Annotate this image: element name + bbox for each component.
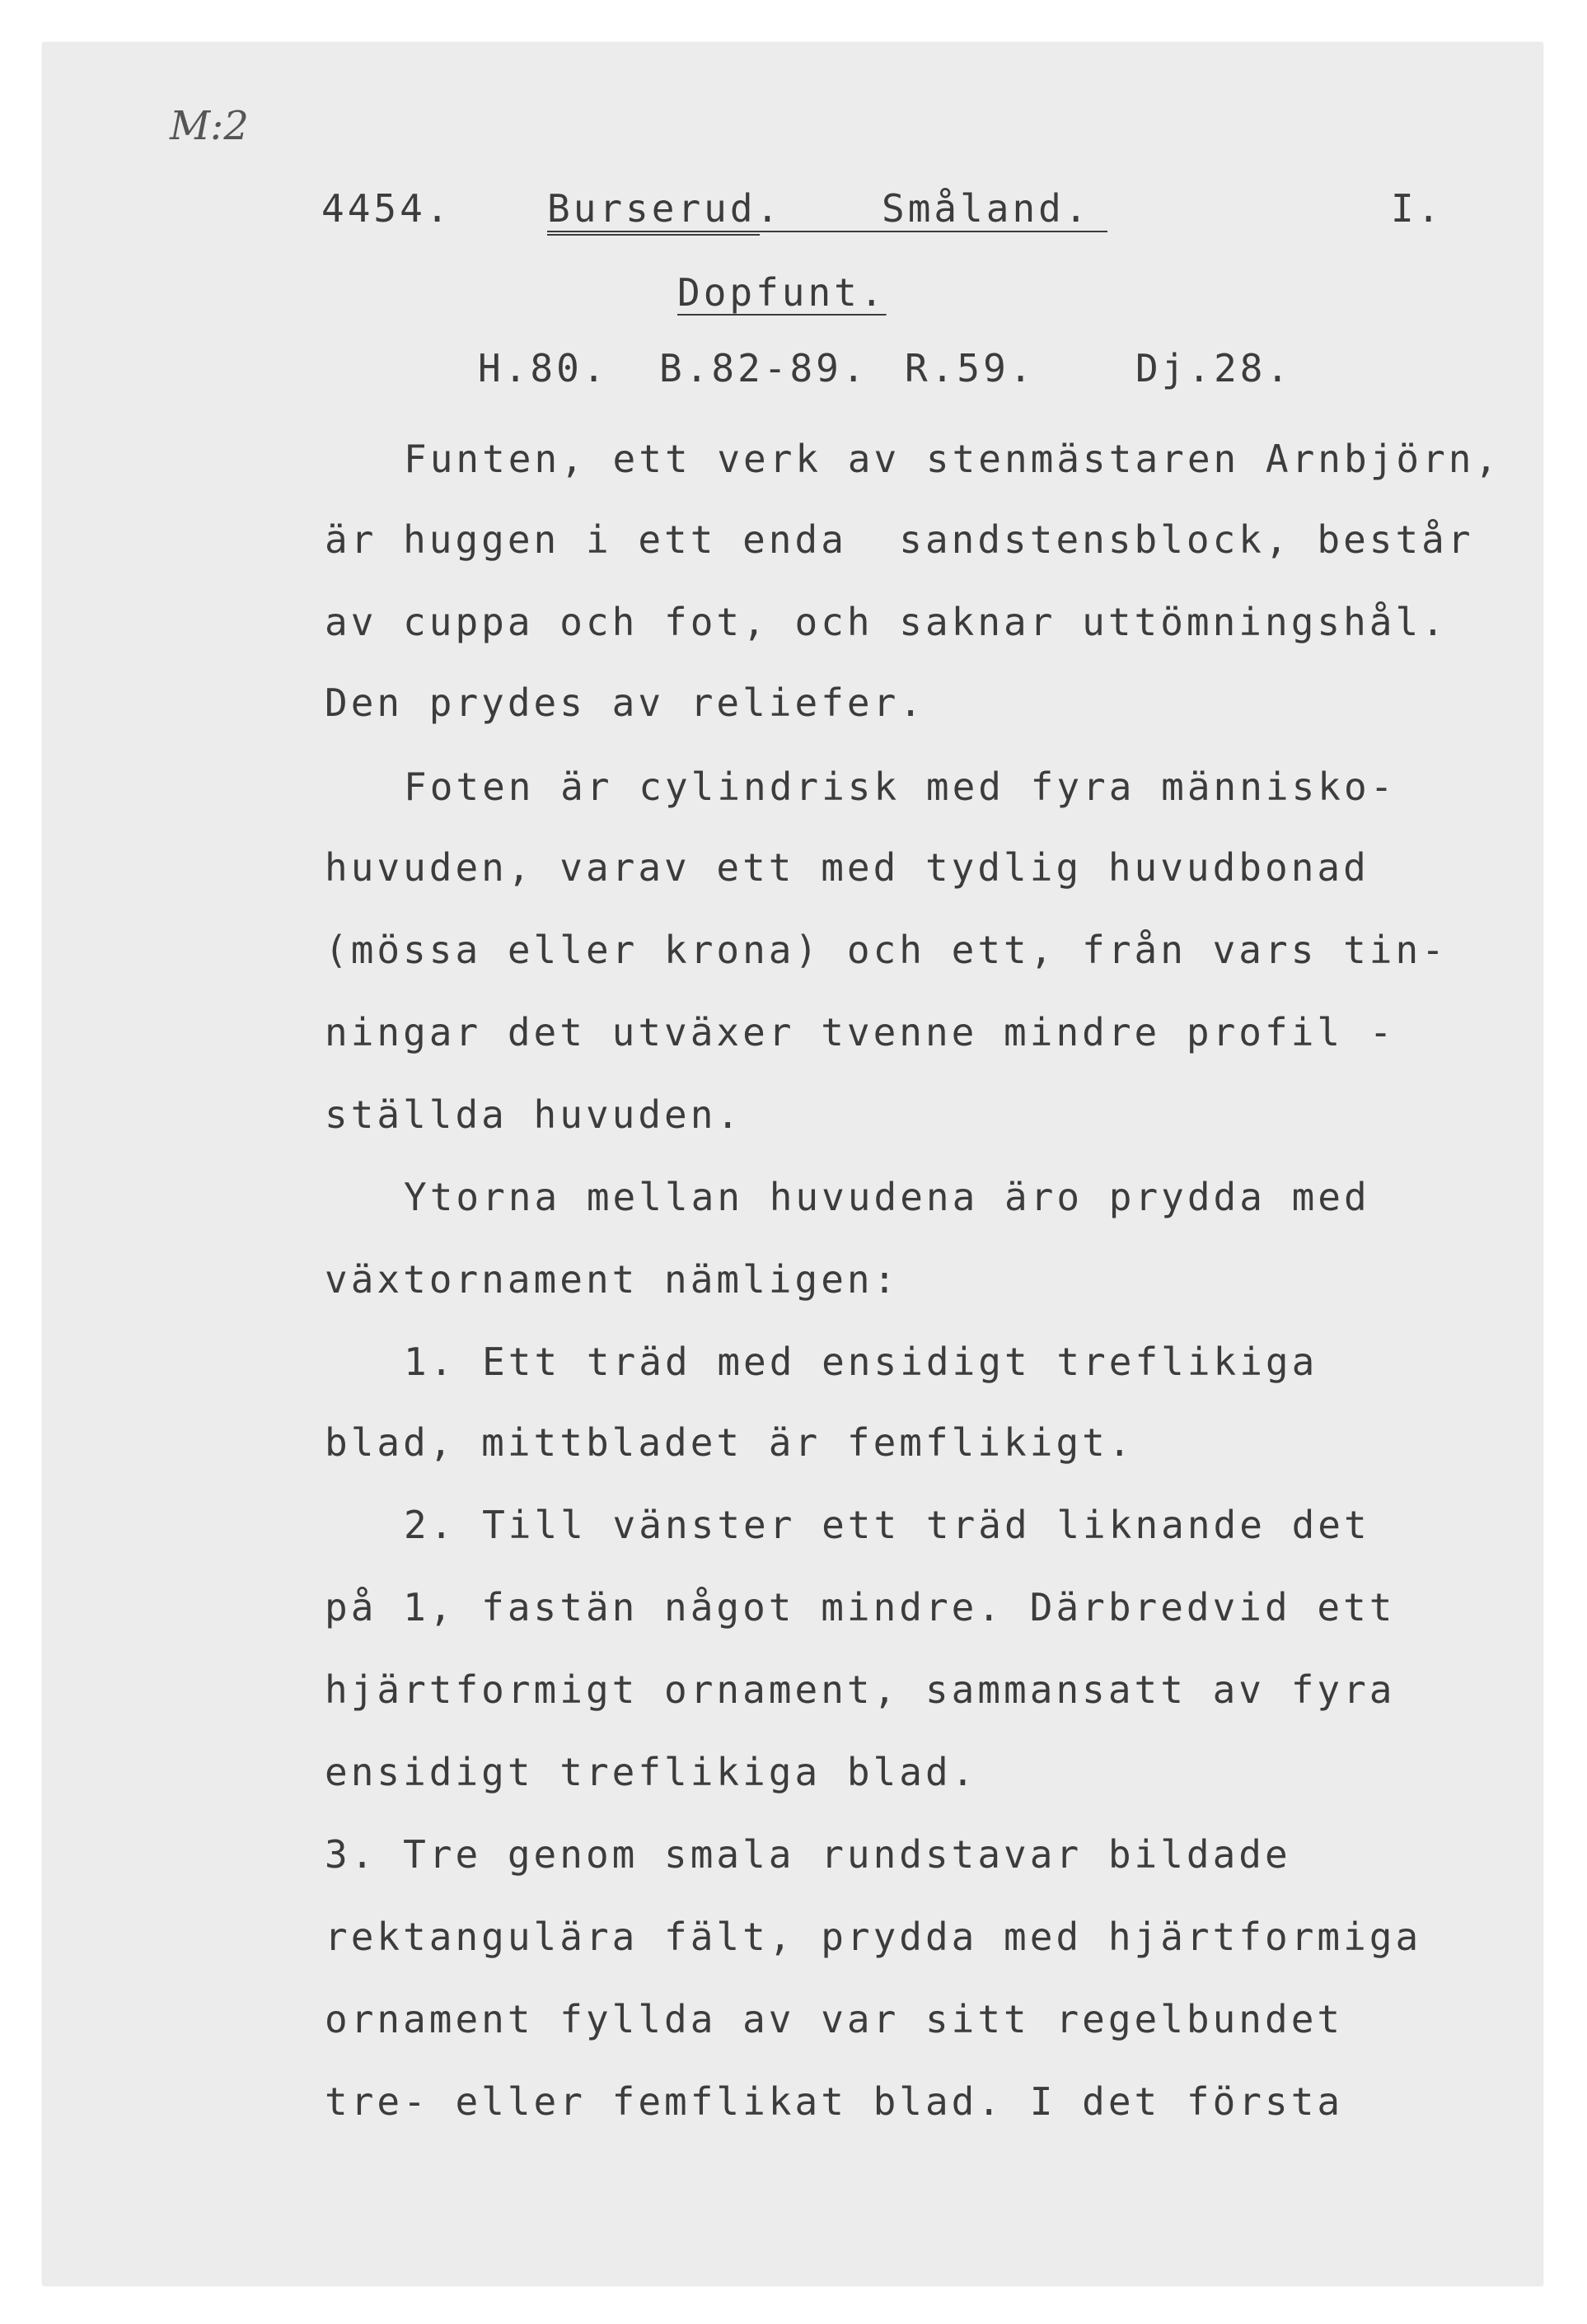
text-line: 3. Tre genom smala rundstavar bildade [325, 1832, 1291, 1877]
text-line: blad, mittbladet är femflikigt. [325, 1420, 1135, 1465]
text-line: Ytorna mellan huvudena äro prydda med [404, 1175, 1370, 1219]
header-underline [547, 231, 1107, 232]
dimension-width: B.82-89. [659, 346, 868, 390]
text-line: 2. Till vänster ett träd liknande det [404, 1503, 1370, 1547]
document-page [43, 43, 1543, 2285]
dimension-height: H.80. [478, 346, 609, 390]
text-line: växtornament nämligen: [325, 1257, 900, 1302]
text-line: av cuppa och fot, och saknar uttömningshål. [325, 600, 1448, 644]
text-line: Foten är cylindrisk med fyra människo- [404, 765, 1397, 809]
text-line: 1. Ett träd med ensidigt treflikiga [404, 1340, 1318, 1384]
text-line: ställda huvuden. [325, 1092, 743, 1137]
dimension-depth: Dj.28. [1135, 346, 1293, 390]
object-title: Dopfunt. [677, 270, 887, 315]
text-line: ensidigt treflikiga blad. [325, 1750, 978, 1794]
text-line: huvuden, varav ett med tydlig huvudbonad [325, 845, 1369, 890]
place-underline [547, 234, 760, 236]
text-line: (mössa eller krona) och ett, från vars tin- [325, 928, 1448, 972]
svg-text:M:2: M:2 [170, 103, 249, 149]
text-line: Funten, ett verk av stenmästaren Arnbjörn, [404, 437, 1501, 481]
text-line: är huggen i ett enda sandstensblock, består [325, 517, 1474, 562]
region-name: Småland. [882, 186, 1091, 231]
text-line: Den prydes av reliefer. [325, 680, 925, 725]
volume-number: I. [1391, 186, 1444, 231]
text-line: ningar det utväxer tvenne mindre profil - [325, 1010, 1396, 1054]
text-line: tre- eller femflikat blad. I det första [325, 2079, 1344, 2124]
place-name: Burserud. [547, 186, 783, 231]
text-line: rektangulära fält, prydda med hjärtformiga [325, 1915, 1422, 1959]
catalog-number: 4454. [321, 186, 452, 231]
text-line: ornament fyllda av var sitt regelbundet [325, 1997, 1344, 2041]
text-line: på 1, fastän något mindre. Därbredvid ett [325, 1585, 1396, 1630]
dimension-radius: R.59. [905, 346, 1036, 390]
text-line: hjärtformigt ornament, sammansatt av fyra [325, 1667, 1396, 1712]
handwritten-annotation [166, 96, 315, 154]
